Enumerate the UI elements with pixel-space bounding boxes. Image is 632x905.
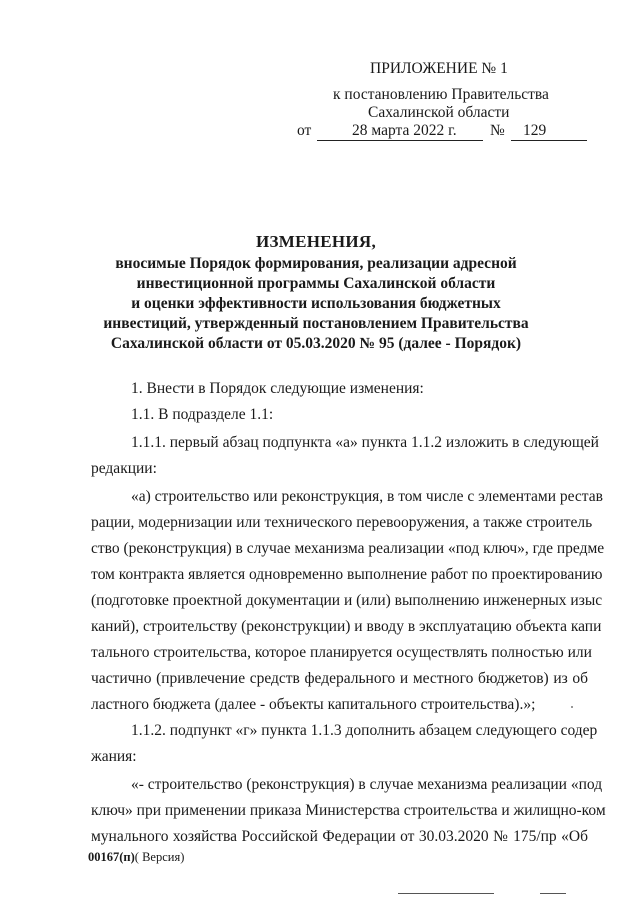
quote-line-4: том контракта является одновременно выполнение работ по проектированию: [91, 566, 603, 583]
quote2-line-3: мунального хозяйства Российской Федерации от 30.03.2020 № 175/пр «Об: [91, 828, 588, 845]
heading-line-2: инвестиционной программы Сахалинской области: [136, 275, 496, 292]
paragraph-1-1-1: 1.1.1. первый абзац подпункта «а» пункта 1.1.2 изложить в следующей: [131, 434, 599, 451]
quote-line-7: тального строительства, которое планируется осуществлять полностью или: [91, 644, 592, 661]
quote-line-2: рации, модернизации или технического перевооружения, а также строитель: [91, 514, 593, 531]
paragraph-1-1-2-cont: жания:: [91, 748, 137, 765]
paragraph-1-1-2: 1.1.2. подпункт «г» пункта 1.1.3 дополнить абзацем следующего содер: [131, 722, 598, 739]
number-value: 129: [523, 122, 547, 139]
quote2-line-1: «- строительство (реконструкция) в случае механизма реализации «под: [131, 776, 603, 793]
date-underline: [317, 140, 483, 141]
quote-line-3: ство (реконструкция) в случае механизма реализации «под ключ», где предме: [91, 540, 605, 557]
heading-line-4: инвестиций, утвержденный постановлением Правительства: [103, 315, 529, 332]
quote-line-5: (подготовке проектной документации и (или) выполнению инженерных изыс: [91, 592, 603, 609]
quote2-line-2: ключ» при применении приказа Министерства строительства и жилищно-ком: [91, 802, 606, 819]
number-underline: [511, 140, 587, 141]
paragraph-1-1: 1.1. В подразделе 1.1:: [131, 406, 274, 423]
paragraph-1-1-1-cont: редакции:: [91, 460, 157, 477]
scan-artifact-dot: [571, 706, 573, 708]
appendix-line-1: к постановлению Правительства: [333, 86, 549, 103]
heading-line-5: Сахалинской области от 05.03.2020 № 95 (далее - Порядок): [110, 335, 522, 352]
quote-line-9: ластного бюджета (далее - объекты капитального строительства).»;: [91, 696, 536, 713]
date-from-label: от: [297, 122, 312, 139]
quote-line-1: «а) строительство или реконструкция, в том числе с элементами рестав: [131, 488, 603, 505]
scan-artifact-line-2: [540, 893, 566, 894]
scan-artifact-line: [398, 893, 494, 894]
heading-line-3: и оценки эффективности использования бюджетных: [131, 295, 501, 312]
heading-line-1: вносимые Порядок формирования, реализации адресной: [115, 255, 517, 272]
quote-line-6: каний), строительству (реконструкции) и вводу в эксплуатацию объекта капи: [91, 618, 602, 635]
appendix-title: ПРИЛОЖЕНИЕ № 1: [370, 60, 508, 77]
footer-code-number: 00167(п): [88, 850, 135, 864]
number-label: №: [490, 122, 505, 139]
footer-code-suffix: ( Версия): [134, 850, 185, 864]
paragraph-1: 1. Внести в Порядок следующие изменения:: [131, 380, 424, 397]
quote-line-8: частично (привлечение средств федерального и местного бюджетов) из об: [91, 670, 588, 687]
changes-title: ИЗМЕНЕНИЯ,: [255, 232, 377, 251]
footer-code: [88, 850, 184, 865]
appendix-line-2: Сахалинской области: [368, 104, 510, 121]
date-value: 28 марта 2022 г.: [352, 122, 457, 139]
